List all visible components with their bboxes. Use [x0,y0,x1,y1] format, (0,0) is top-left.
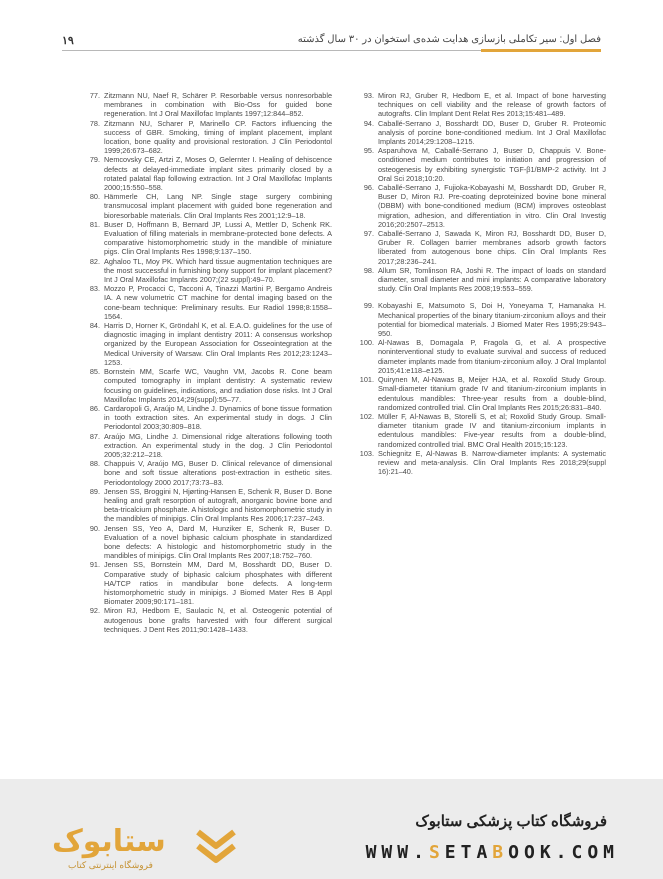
reference-text: Kobayashi E, Matsumoto S, Doi H, Yoneyama T, Hamanaka H. Mechanical properties of the binary titanium-zirconium alloys and their potential for biomedical materials. J Biomed Mater Res 1995;29:943–950. [378,301,606,339]
reference-text: Mozzo P, Procacci C, Tacconi A, Tinazzi Martini P, Bergamo Andreis IA. A new volumetric CT machine for dental imaging based on the cone-beam technique: Preliminary results. Eur Radiol 1998;8:1558–1564. [104,284,332,321]
reference-text: Zitzmann NU, Scharer P, Marinello CP. Factors influencing the success of GBR. Smoking, timing of implant placement, implant location, bone quality and provisional restoration. J Clin Periodontol 1999;26:673–682. [104,118,332,156]
reference-number: 80. [89,192,100,202]
reference-number: 83. [89,284,100,294]
reference-item [356,146,606,183]
references-right-column [356,91,606,476]
reference-text: Bornstein MM, Scarfe WC, Vaughn VM, Jacobs R. Cone beam computed tomography in implant dentistry: A systematic review focusing on guidelines, indications, and radiation dose risks. Int J Oral Maxillofac Implants 2014;29(suppl):55–77. [104,367,332,404]
reference-item [356,91,606,119]
store-name: فروشگاه کتاب پزشکی ستابوک [415,813,607,830]
reference-number: 99. [363,301,374,311]
setabook-logo [40,824,260,874]
reference-number: 87. [89,431,100,441]
store-website[interactable]: WWW.SETABOOK.COM [365,842,619,863]
reference-text: Caballé-Serrano J, Sawada K, Miron RJ, Bosshardt DD, Buser D, Gruber R. Collagen barrier membranes adsorb growth factors liberated from autogenous bone chips. Clin Oral Implants Res 2017;28:236–241. [378,229,606,266]
chapter-title: فصل اول: سیر تکاملی بازسازی هدایت شده‌ی استخوان در ۳۰ سال گذشته [297,34,601,45]
reference-item [82,220,332,257]
reference-text: Al-Nawas B, Domagala P, Fragola G, et al. A prospective noninterventional study to evaluate survival and success of reduced diameter implants made from titanium-zirconium alloy. J Oral Implantol 2015;41:e118–e125. [378,338,606,375]
reference-item [82,119,332,156]
reference-text: Jensen SS, Broggini N, Hjørting-Hansen E, Schenk R, Buser D. Bone healing and graft resorption of autograft, anorganic bovine bone and beta-tricalcium phosphate. A histologic and histomorphometric study in the mandibles of minipigs. Clin Oral Implants Res 2006;17:237–243. [104,486,332,524]
reference-text: Buser D, Hoffmann B, Bernard JP, Lussi A, Mettler D, Schenk RK. Evaluation of filling materials in membrane-protected bone defects. A comparative histomorphometric study in the mandible of miniature pigs. Clin Oral Implants Res 1998;9:137–150. [104,219,332,257]
logo-wordmark: ستابوک [52,824,166,859]
page-number: ۱۹ [62,35,74,47]
reference-text: Jensen SS, Bornstein MM, Dard M, Bosshardt DD, Buser D. Comparative study of biphasic calcium phosphates with different HA/TCP ratios in mandibular bone defects. A long-term histomorphometric study in minipigs. J Biomed Mater Res B Appl Biomater 2009;90:171–181. [104,560,332,607]
reference-item [356,449,606,477]
reference-item [356,229,606,266]
reference-number: 81. [89,219,100,229]
reference-number: 98. [363,265,374,275]
reference-text: Quirynen M, Al-Nawas B, Meijer HJA, et al. Roxolid Study Group. Small-diameter titanium grade IV and titanium-zirconium implants in edentulous mandibles: Three-year results from a double-blind, randomized controlled trial. Clin Oral Implants Res 2015;26:831–840. [378,375,606,412]
reference-text: Asparuhova M, Caballé-Serrano J, Buser D, Chappuis V. Bone-conditioned medium contributes to initiation and progression of osteogenesis by exhibiting synergistic TGF-β1/BMP-2 activity. Int J Oral Sci 2018;10:20. [378,146,606,183]
reference-number: 89. [89,486,100,496]
logo-tagline: فروشگاه اینترنتی کتاب [68,860,153,870]
reference-item [82,367,332,404]
header-rule [62,50,601,51]
reference-text: Harris D, Horner K, Gröndahl K, et al. E.A.O. guidelines for the use of diagnostic imaging in implant dentistry 2011: A consensus workshop organized by the European Association for Osseointegration at the Medical University of Warsaw. Clin Oral Implants Res 2012;23:1243–1253. [104,321,332,367]
reference-number: 82. [89,256,100,266]
reference-number: 86. [89,403,100,413]
reference-item [356,119,606,147]
reference-item [82,404,332,432]
reference-text: Chappuis V, Araújo MG, Buser D. Clinical relevance of dimensional bone and soft tissue alterations post-extraction in esthetic sites. Periodontology 2000 2017;73:73–83. [104,459,332,487]
reference-text: Schiegnitz E, Al-Nawas B. Narrow-diameter implants: A systematic review and meta-analysis. Clin Oral Implants Res 2018;29(suppl 16):21–40. [378,448,606,477]
reference-text: Hämmerle CH, Lang NP. Single stage surgery combining transmucosal implant placement with guided bone regeneration and bioresorbable materials. Clin Oral Implants Res 2001;12:9–18. [104,192,332,220]
reference-number: 103. [359,448,374,458]
reference-item [82,155,332,192]
reference-item [82,257,332,285]
reference-item [82,524,332,561]
reference-item [356,266,606,294]
reference-item [82,321,332,367]
page-header [62,32,601,54]
reference-text: Zitzmann NU, Naef R, Schärer P. Resorbable versus nonresorbable membranes in combination with Bio-Oss for guided bone regeneration. Int J Oral Maxillofac Implants 1997;12:844–852. [104,91,332,119]
reference-text: Aghaloo TL, Moy PK. Which hard tissue augmentation techniques are the most successful in furnishing bony support for implant placement? Int J Oral Maxillofac Implants 2007;(22 suppl):49–70. [104,256,332,285]
reference-number: 94. [363,118,374,128]
reference-text: Müller F, Al-Nawas B, Storelli S, et al; Roxolid Study Group. Small-diameter titanium grade IV and titanium-zirconium implants in edentulous mandibles: Five-year results from a double-blind, randomized controlled trial. BMC Oral Health 2015;15:123. [378,411,606,449]
reference-number: 77. [89,91,100,100]
reference-item [356,412,606,449]
reference-text: Caballé-Serrano J, Fujioka-Kobayashi M, Bosshardt DD, Gruber R, Buser D, Miron RJ. Pre-coating deproteinized bovine bone mineral (DBBM) with bone-conditioned medium (BCM) improves osteoblast migration, adhesion, and differentiation in vitro. Clin Oral Investig 2016;20:2507–2513. [378,183,606,229]
reference-item [82,487,332,524]
reference-text: Nemcovsky CE, Artzi Z, Moses O, Gelernter I. Healing of dehiscence defects at delayed-immediate implant sites primarily closed by a rotated palatal flap following extraction. Int J Oral Maxillofac Implants 2000;15:550–558. [104,155,332,193]
reference-number: 102. [359,411,374,421]
reference-number: 84. [89,321,100,331]
reference-item [356,301,606,338]
reference-number: 101. [359,375,374,385]
reference-item [356,375,606,412]
reference-item [82,432,332,460]
reference-item [82,459,332,487]
reference-text: Caballé-Serrano J, Bosshardt DD, Buser D, Gruber R. Proteomic analysis of porcine bone-conditioned medium. Int J Oral Maxillofac Implants 2014;29:1208–1215. [378,118,606,147]
reference-number: 95. [363,146,374,156]
reference-item [82,91,332,119]
reference-item [356,183,606,229]
reference-item [82,284,332,321]
reference-number: 88. [89,459,100,469]
chevron-logo-icon [192,826,240,868]
references-left-column [82,91,332,634]
reference-number: 97. [363,229,374,239]
reference-text: Jensen SS, Yeo A, Dard M, Hunziker E, Schenk R, Buser D. Evaluation of a novel biphasic calcium phosphate in standardized bone defects: A histologic and histomorphometric study in the mandibles of minipigs. Clin Oral Implants Res 2007;18:752–760. [104,523,332,561]
reference-number: 100. [359,338,374,348]
reference-text: Cardaropoli G, Araújo M, Lindhe J. Dynamics of bone tissue formation in tooth extraction sites. An experimental study in dogs. J Clin Periodontol 2003;30:809–818. [104,403,332,432]
reference-text: Araújo MG, Lindhe J. Dimensional ridge alterations following tooth extraction. An experimental study in the dog. J Clin Periodontol 2005;32:212–218. [104,431,332,459]
reference-number: 93. [363,91,374,100]
reference-number: 79. [89,155,100,165]
reference-number: 92. [89,606,100,616]
reference-number: 85. [89,367,100,377]
reference-text: Allum SR, Tomlinson RA, Joshi R. The impact of loads on standard diameter, small diameter and mini implants: A comparative laboratory study. Clin Oral Implants Res 2008;19:553–559. [378,265,606,294]
reference-text: Miron RJ, Gruber R, Hedbom E, et al. Impact of bone harvesting techniques on cell viability and the release of growth factors of autografts. Clin Implant Dent Relat Res 2013;15:481–489. [378,91,606,119]
reference-number: 78. [89,118,100,128]
reference-item [82,192,332,220]
reference-item [82,606,332,634]
reference-item [82,560,332,606]
reference-text: Miron RJ, Hedbom E, Saulacic N, et al. Osteogenic potential of autogenous bone grafts harvested with four different surgical techniques. J Dent Res 2011;90:1428–1433. [104,606,332,634]
reference-number: 91. [89,560,100,570]
reference-number: 90. [89,523,100,533]
reference-number: 96. [363,183,374,193]
reference-item [356,338,606,375]
